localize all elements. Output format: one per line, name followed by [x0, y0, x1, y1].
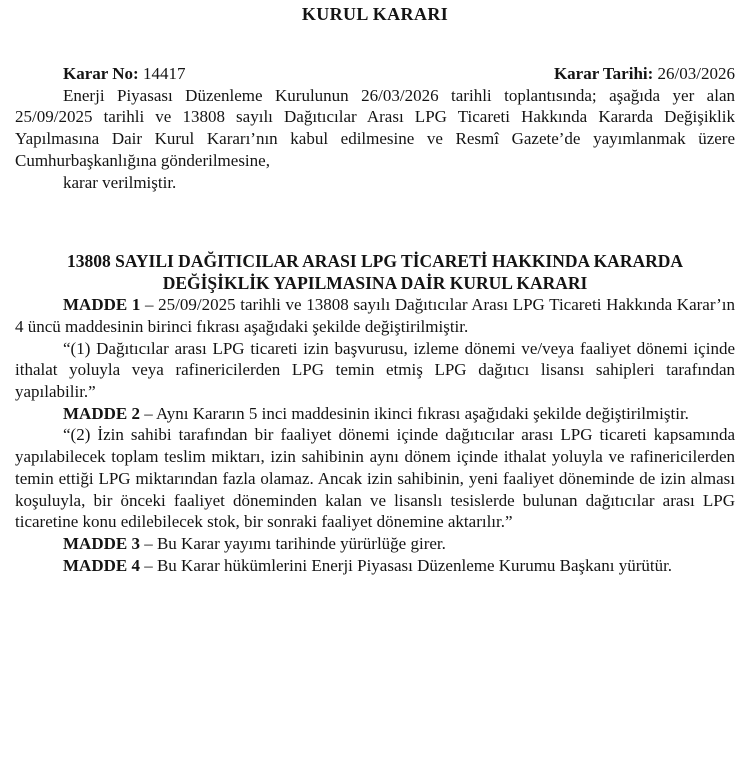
- article-4-label: MADDE 4: [63, 555, 140, 575]
- intro-paragraph: Enerji Piyasası Düzenleme Kurulunun 26/03/2026 tarihli toplantısında; aşağıda yer alan 25/09/2025 tarihli ve 13808 sayılı Dağıtıcılar Arası LPG Ticareti Hakkında Kararda Değişiklik Yapılmasına Dair Kurul Kararı’nın kabul edilmesine ve Resmî Gazete’de yayımlanmak üzere Cumhurbaşkanlığına gönderilmesine,: [15, 85, 735, 170]
- article-1-label: MADDE 1: [63, 295, 141, 315]
- article-1-quote: “(1) Dağıtıcılar arası LPG ticareti izin başvurusu, izleme dönemi ve/veya faaliyet dönemi içinde ithalat yoluyla veya rafinericilerden LPG temin etmiş LPG dağıtıcı lisansı sahipleri tarafından yapılabilir.”: [15, 338, 735, 402]
- decision-number-value: 14417: [142, 64, 186, 83]
- article-1-text: – 25/09/2025 tarihli ve 13808 sayılı Dağıtıcılar Arası LPG Ticareti Hakkında Karar’ın 4 üncü maddesinin birinci fıkrası aşağıdaki şekilde değiştirilmiştir.: [15, 295, 736, 336]
- article-2-label: MADDE 2: [63, 403, 140, 423]
- decision-line: karar verilmiştir.: [63, 172, 177, 192]
- article-4-text: – Bu Karar hükümlerini Enerji Piyasası Düzenleme Kurumu Başkanı yürütür.: [144, 555, 673, 575]
- section-heading: 13808 SAYILI DAĞITICILAR ARASI LPG TİCARETİ HAKKINDA KARARDA DEĞİŞİKLİK YAPILMASINA DAİR KURUL KARARI: [66, 251, 684, 294]
- meta-row: [15, 63, 735, 85]
- article-3-label: MADDE 3: [63, 533, 140, 553]
- article-3-text: – Bu Karar yayımı tarihinde yürürlüğe girer.: [144, 533, 446, 553]
- decision-number: [63, 63, 185, 85]
- article-2-text: – Aynı Kararın 5 inci maddesinin ikinci fıkrası aşağıdaki şekilde değiştirilmiştir.: [144, 403, 689, 423]
- document-title: KURUL KARARI: [301, 4, 449, 24]
- article-2: [15, 403, 735, 425]
- decision-date-label: Karar Tarihi:: [553, 64, 654, 83]
- decision-date-value: 26/03/2026: [657, 64, 735, 83]
- article-1: [15, 294, 735, 337]
- article-4: [15, 555, 735, 577]
- decision-date: [554, 63, 735, 85]
- article-2-quote: “(2) İzin sahibi tarafından bir faaliyet dönemi içinde dağıtıcılar arası LPG ticareti kapsamında yapılabilecek toplam teslim miktarı, izin sahibinin aynı dönem içinde ithalat yoluyla ve rafinericilerden temin ettiği LPG miktarından fazla olamaz. Ancak izin sahibinin, yeni faaliyet döneminde de izin alması koşuluyla, bir önceki faaliyet döneminden kalan ve lisanslı tesislerde bulunan dağıtıcılar arası LPG ticaretine konu edilebilecek stok, bir sonraki faaliyet dönemine aktarılır.”: [15, 425, 735, 532]
- article-3: [15, 533, 735, 555]
- decision-number-label: Karar No:: [63, 64, 139, 83]
